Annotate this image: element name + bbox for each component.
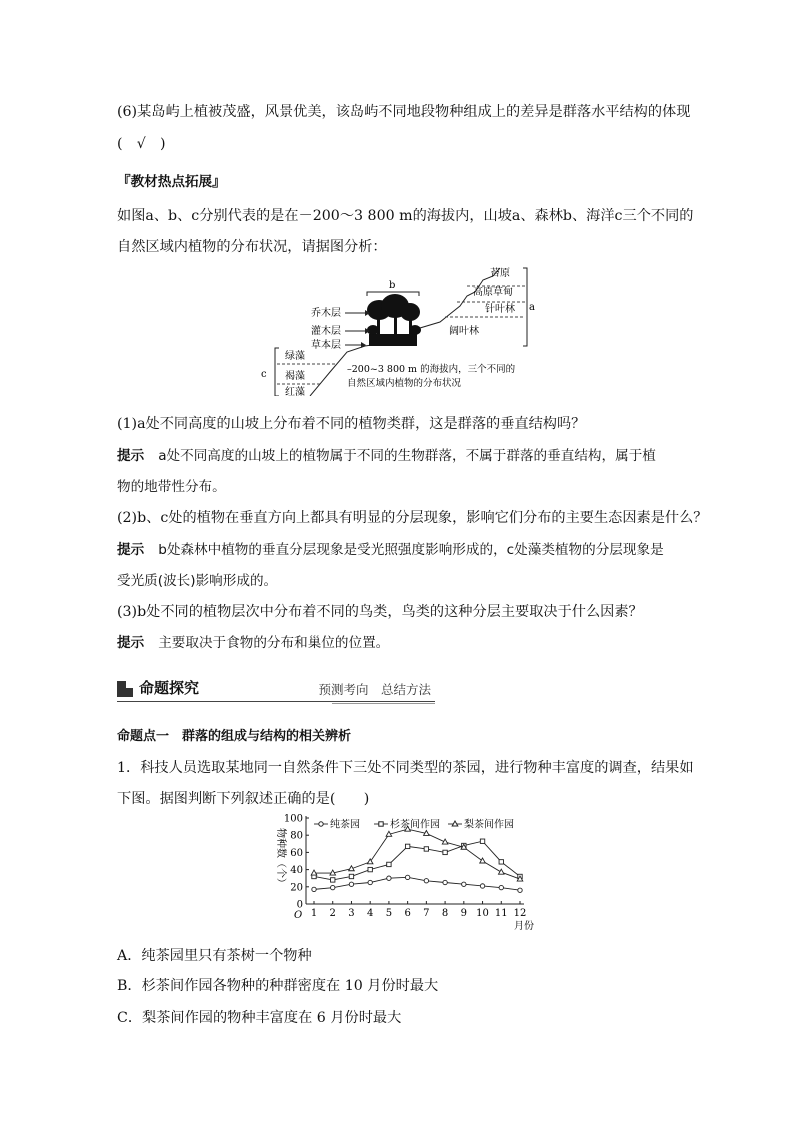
species-richness-chart (262, 814, 538, 934)
label-green-algae: 绿藻 (285, 351, 305, 362)
label-brown-algae: 褐藻 (285, 371, 305, 382)
point-0-8 (462, 882, 466, 886)
forest-illustration (367, 294, 421, 346)
point-2-9 (480, 858, 486, 863)
option-c[interactable]: C．梨茶间作园的物种丰富度在 6 月份时最大 (117, 1010, 402, 1026)
option-a[interactable]: A．纯茶园里只有茶树一个物种 (117, 948, 312, 964)
point-0-7 (443, 880, 447, 884)
intro-line1: 如图a、b、c分别代表的是在－200～3 800 m的海拔内，山坡a、森林b、海洋c三个不同的 (117, 208, 694, 224)
x-axis-label: 月份 (514, 921, 534, 932)
y-axis-label: 物种数（个） (275, 828, 286, 888)
label-b: b (389, 280, 396, 291)
x-tick-label: 8 (441, 908, 449, 919)
series-line-2 (314, 829, 520, 879)
label-conifer: 针叶林 (485, 304, 515, 315)
label-meadow: 高原草甸 (473, 287, 513, 298)
qa2-answer-2: 受光质(波长)影响形成的。 (117, 573, 278, 589)
point-0-4 (387, 876, 391, 880)
y-tick-label: 80 (290, 830, 303, 842)
banner-icon (117, 681, 133, 697)
q6-text: (6)某岛屿上植被茂盛，风景优美，该岛屿不同地段物种组成上的差异是群落水平结构的体现 (117, 104, 691, 120)
y-tick-label: 40 (290, 865, 303, 877)
x-tick-label: 6 (404, 908, 411, 919)
point-2-0 (311, 870, 317, 875)
figure-caption-2: 自然区域内植物的分布状况 (347, 378, 462, 389)
qa2-answer-1 (117, 540, 664, 560)
point-1-6 (424, 847, 428, 851)
banner-title: 命题探究 (139, 679, 200, 697)
qa3-answer-text: 主要取决于食物的分布和巢位的位置。 (158, 635, 390, 651)
x-tick-label: 1 (310, 908, 318, 919)
x-tick-label: 4 (366, 908, 374, 919)
point-1-10 (499, 860, 503, 864)
qa3-answer (117, 633, 389, 653)
intro-line2: 自然区域内植物的分布状况，请据图分析： (117, 239, 387, 255)
point-0-11 (518, 888, 522, 892)
label-red-algae: 红藻 (285, 387, 305, 396)
y-tick-label: 0 (296, 899, 303, 911)
hint-label: 提示 (117, 635, 145, 651)
point-0-3 (368, 880, 372, 884)
qa3-question: (3)b处不同的植物层次中分布着不同的鸟类，鸟类的这种分层主要取决于什么因素？ (117, 604, 643, 620)
x-tick-label: 9 (460, 908, 468, 919)
origin-label: O (294, 910, 303, 921)
hint-label: 提示 (117, 542, 145, 558)
label-shrub: 灌木层 (311, 326, 341, 337)
y-tick-label: 20 (290, 882, 303, 894)
point-1-2 (349, 874, 353, 878)
point-2-10 (498, 869, 504, 874)
label-c: c (261, 369, 267, 380)
hint-label: 提示 (117, 448, 145, 464)
legend-marker-2 (452, 821, 458, 826)
qa1-answer-text: a处不同高度的山坡上的植物属于不同的生物群落，不属于群落的垂直结构，属于植 (158, 448, 656, 464)
series-line-1 (314, 841, 520, 880)
q1-line2: 下图。据图判断下列叙述正确的是( ) (117, 791, 370, 807)
qa1-answer-1 (117, 446, 656, 466)
point-1-7 (443, 850, 447, 854)
figure-caption-1: –200~3 800 m 的海拔内，三个不同的 (347, 364, 516, 375)
legend-marker-1 (379, 822, 383, 826)
y-tick-label: 100 (283, 814, 303, 825)
point-0-10 (499, 885, 503, 889)
q1-line1: 1．科技人员选取某地同一自然条件下三处不同类型的茶园，进行物种丰富度的调查，结果如 (117, 760, 694, 776)
point-0-5 (405, 875, 409, 879)
label-moss: 苔原 (490, 268, 510, 279)
y-tick-label: 60 (290, 847, 303, 859)
q6-mark: ( √ ) (117, 136, 166, 152)
label-a: a (529, 302, 535, 313)
x-tick-label: 5 (385, 908, 393, 919)
banner-subtitle: 预测考向 总结方法 (318, 682, 431, 697)
point-1-9 (480, 839, 484, 843)
point-1-5 (405, 844, 409, 848)
point-1-3 (368, 867, 372, 871)
label-broadleaf: 阔叶林 (449, 326, 479, 337)
point-0-1 (331, 885, 335, 889)
legend-label-2: 梨茶间作园 (464, 819, 514, 831)
legend-label-0: 纯茶园 (330, 819, 360, 831)
series-line-0 (314, 877, 520, 890)
ecosystem-figure (255, 262, 545, 396)
section-banner (117, 676, 435, 702)
point-0-6 (424, 879, 428, 883)
x-tick-label: 2 (329, 908, 336, 919)
x-tick-label: 12 (513, 908, 527, 919)
point-1-4 (387, 862, 391, 866)
point-1-1 (331, 878, 335, 882)
legend-marker-0 (319, 822, 323, 826)
point-heading: 命题点一 群落的组成与结构的相关辨析 (117, 729, 352, 744)
section-title-hot: 『教材热点拓展』 (117, 174, 226, 190)
qa1-answer-2: 物的地带性分布。 (117, 479, 226, 495)
point-0-9 (480, 884, 484, 888)
qa2-answer-text: b处森林中植物的垂直分层现象是受光照强度影响形成的，c处藻类植物的分层现象是 (158, 542, 664, 558)
qa1-question: (1)a处不同高度的山坡上分布着不同的植物类群，这是群落的垂直结构吗？ (117, 416, 586, 432)
label-herb: 草本层 (311, 340, 341, 351)
point-0-0 (312, 887, 316, 891)
x-tick-label: 7 (423, 908, 430, 919)
x-tick-label: 11 (494, 908, 508, 919)
x-tick-label: 3 (348, 908, 355, 919)
legend-label-1: 杉茶间作园 (390, 819, 440, 831)
label-arbor: 乔木层 (311, 308, 341, 319)
x-tick-label: 10 (476, 908, 489, 919)
option-b[interactable]: B．杉茶间作园各物种的种群密度在 10 月份时最大 (117, 978, 439, 994)
point-0-2 (349, 882, 353, 886)
qa2-question: (2)b、c处的植物在垂直方向上都具有明显的分层现象，影响它们分布的主要生态因素是什么？ (117, 510, 708, 526)
